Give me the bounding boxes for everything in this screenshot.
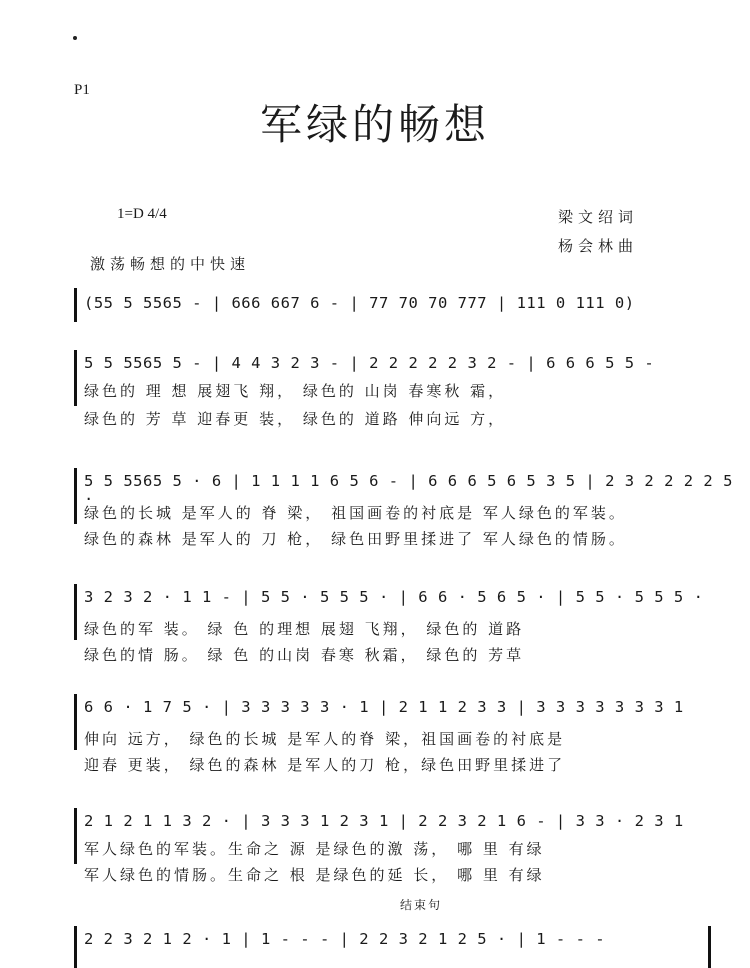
notation-line: 5 5 5565 5 - | 4 4 3 2 3 - | 2 2 2 2 2 3 2 - | 6 6 6 5 5 - xyxy=(84,354,655,372)
lyric-verse-1: 绿色的军 装。 绿 色 的理想 展翅 飞翔， 绿色的 道路 xyxy=(84,620,525,638)
notation-line: (55 5 5565 - | 666 667 6 - | 77 70 70 777 | 111 0 111 0) xyxy=(84,294,635,312)
system-bracket xyxy=(74,288,77,322)
lyric-verse-1: 绿色的 理 想 展翅飞 翔， 绿色的 山岗 春寒秋 霜， xyxy=(84,382,507,400)
system-bracket xyxy=(74,584,77,640)
lyric-verse-1: 军人绿色的军装。生命之 源 是绿色的激 荡， 哪 里 有绿 xyxy=(84,840,545,858)
system-bracket xyxy=(74,808,77,864)
system-bracket xyxy=(74,694,77,750)
notation-line: 2 2 3 2 1 2 · 1 | 1 - - - | 2 2 3 2 1 2 5 · | 1 - - - xyxy=(84,930,606,948)
notation-line: 3 2 3 2 · 1 1 - | 5 5 · 5 5 5 · | 6 6 · 5 6 5 · | 5 5 · 5 5 5 · xyxy=(84,588,704,606)
notation-line: 6 6 · 1 7 5 · | 3 3 3 3 3 · 1 | 2 1 1 2 3 3 | 3 3 3 3 3 3 3 1 xyxy=(84,698,684,716)
final-barline xyxy=(708,926,711,968)
ending-phrase-mark: 结束句 xyxy=(400,898,443,912)
key-signature: 1=D 4/4 xyxy=(117,206,167,222)
margin-dot xyxy=(73,36,77,40)
system-bracket xyxy=(74,468,77,524)
lyricist-credit: 梁文绍词 xyxy=(558,208,639,226)
lyric-verse-2: 绿色的情 肠。 绿 色 的山岗 春寒 秋霜， 绿色的 芳草 xyxy=(84,646,525,664)
system-bracket xyxy=(74,926,77,968)
lyric-verse-2: 绿色的 芳 草 迎春更 装， 绿色的 道路 伸向远 方， xyxy=(84,410,507,428)
song-title: 军绿的畅想 xyxy=(259,100,490,149)
notation-line: 2 1 2 1 1 3 2 · | 3 3 3 1 2 3 1 | 2 2 3 2 1 6 - | 3 3 · 2 3 1 xyxy=(84,812,684,830)
page-label: P1 xyxy=(74,82,90,98)
notation-line: 5 5 5565 5 · 6 | 1 1 1 1 6 5 6 - | 6 6 6 5 6 5 3 5 | 2 3 2 2 2 2 5 · xyxy=(84,472,733,508)
lyric-verse-1: 绿色的长城 是军人的 脊 梁， 祖国画卷的衬底是 军人绿色的军装。 xyxy=(84,504,627,522)
lyric-verse-2: 军人绿色的情肠。生命之 根 是绿色的延 长， 哪 里 有绿 xyxy=(84,866,545,884)
composer-credit: 杨会林曲 xyxy=(558,237,639,255)
system-bracket xyxy=(74,350,77,406)
lyric-verse-2: 迎春 更装， 绿色的森林 是军人的刀 枪，绿色田野里揉进了 xyxy=(84,756,566,774)
lyric-verse-1: 伸向 远方， 绿色的长城 是军人的脊 梁，祖国画卷的衬底是 xyxy=(84,730,566,748)
lyric-verse-2: 绿色的森林 是军人的 刀 枪， 绿色田野里揉进了 军人绿色的情肠。 xyxy=(84,530,627,548)
tempo-marking: 激荡畅想的中快速 xyxy=(90,255,251,273)
